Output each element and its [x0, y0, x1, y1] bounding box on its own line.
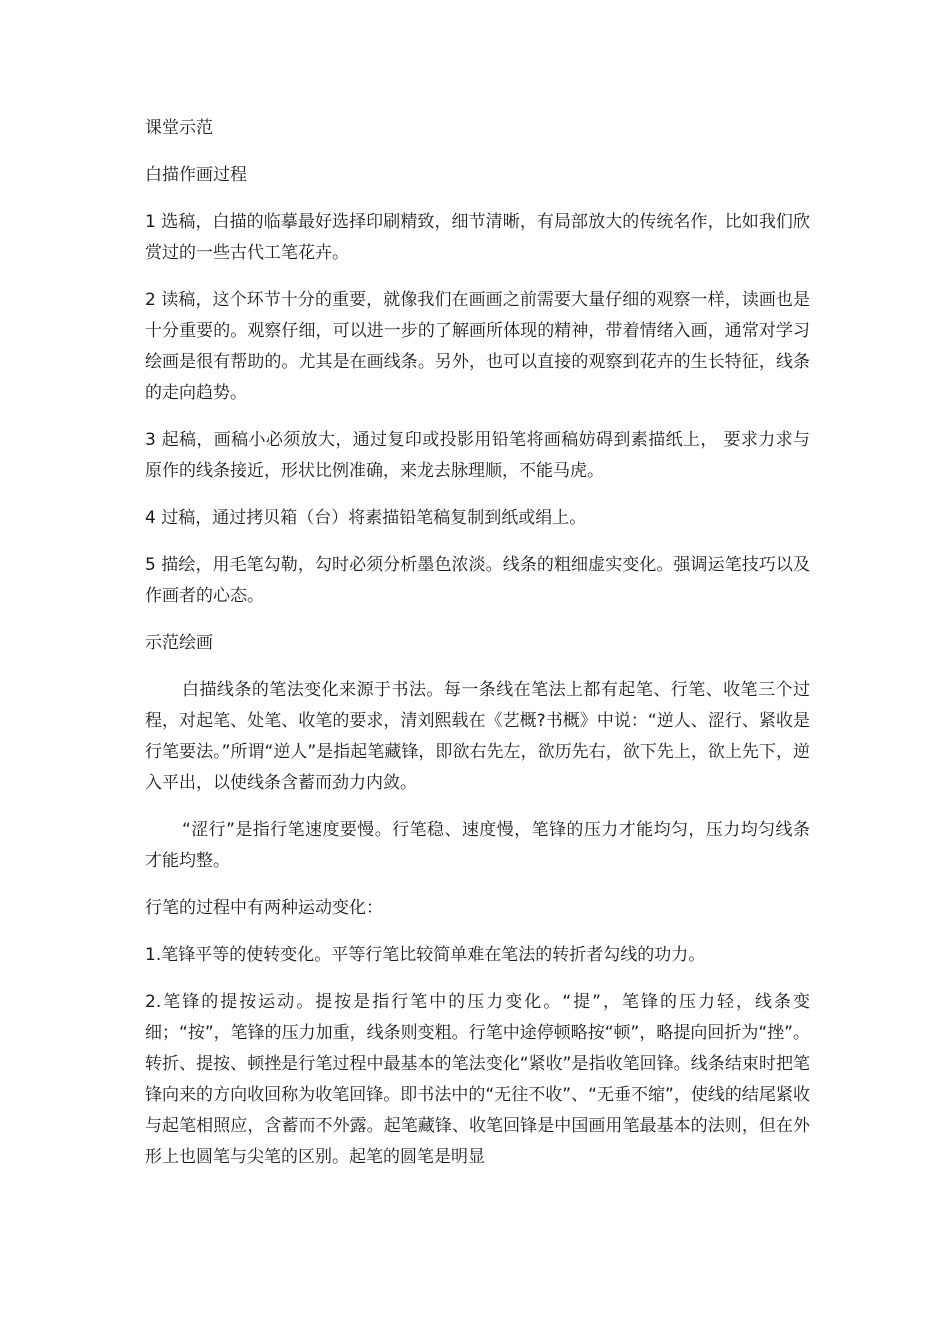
step-paragraph: 1 选稿，白描的临摹最好选择印刷精致，细节清晰，有局部放大的传统名作，比如我们欣赏过的一些古代工笔花卉。: [145, 212, 810, 263]
body-paragraph: 白描线条的笔法变化来源于书法。每一条线在笔法上都有起笔、行笔、收笔三个过程，对起笔、处笔、收笔的要求，清刘熙载在《艺概?书概》中说：“逆人、涩行、紧收是行笔要法。”所谓“逆人”是指起笔藏锋，即欲右先左，欲历先右，欲下先上，欲上先下，逆入平出，以使线条含蓄而劲力内敛。: [145, 680, 810, 793]
step-paragraph: 2 读稿，这个环节十分的重要，就像我们在画画之前需要大量仔细的观察一样，读画也是十分重要的。观察仔细，可以进一步的了解画所体现的精神，带着情绪入画，通常对学习绘画是很有帮助的。尤其是在画线条。另外，也可以直接的观察到花卉的生长特征，线条的走向趋势。: [145, 290, 810, 403]
document-body: [145, 113, 810, 1189]
subsection-heading: 示范绘画: [145, 633, 213, 653]
list-item: 2.笔锋的提按运动。提按是指行笔中的压力变化。“提”，笔锋的压力轻，线条变细；“按”，笔锋的压力加重，线条则变粗。行笔中途停顿略按“顿”，略提向回折为“挫”。转折、提按、顿挫是行笔过程中最基本的笔法变化“紧收”是指收笔回锋。线条结束时把笔锋向来的方向收回称为收笔回锋。即书法中的“无往不收”、“无垂不缩”，使线的结尾紧收与起笔相照应，含蓄而不外露。起笔藏锋、收笔回锋是中国画用笔最基本的法则，但在外形上也圆笔与尖笔的区别。起笔的圆笔是明显: [145, 992, 810, 1167]
step-paragraph: 4 过稿，通过拷贝箱（台）将素描铅笔稿复制到纸或绢上。: [145, 508, 587, 528]
body-paragraph: “涩行”是指行笔速度要慢。行笔稳、速度慢，笔锋的压力才能均匀，压力均匀线条才能均整。: [145, 820, 810, 871]
section-heading: 课堂示范: [145, 118, 213, 138]
subsection-heading: 白描作画过程: [145, 165, 247, 185]
body-paragraph: 行笔的过程中有两种运动变化：: [145, 898, 383, 918]
step-paragraph: 5 描绘，用毛笔勾勒，勾时必须分析墨色浓淡。线条的粗细虚实变化。强调运笔技巧以及作画者的心态。: [145, 555, 810, 606]
step-paragraph: 3 起稿，画稿小必须放大，通过复印或投影用铅笔将画稿妨碍到素描纸上， 要求力求与原作的线条接近，形状比例准确，来龙去脉理顺，不能马虎。: [145, 430, 810, 481]
list-item: 1.笔锋平等的使转变化。平等行笔比较简单难在笔法的转折者勾线的功力。: [145, 945, 706, 965]
